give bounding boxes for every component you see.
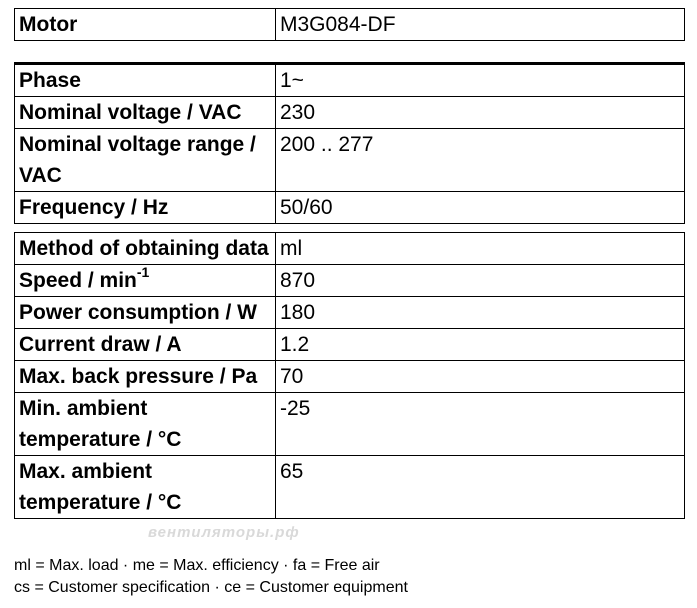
table-row [15, 192, 685, 224]
motor-label: Motor [15, 9, 276, 41]
table-row [15, 97, 685, 129]
table-row [15, 297, 685, 329]
table-row [15, 361, 685, 393]
max-temp-value: 65 [276, 456, 685, 519]
speed-value: 870 [276, 265, 685, 297]
frequency-label: Frequency / Hz [15, 192, 276, 224]
table-row [15, 393, 685, 456]
phase-value: 1~ [276, 64, 685, 97]
speed-label-cell [15, 265, 276, 297]
table-row [15, 9, 685, 41]
power-value: 180 [276, 297, 685, 329]
electrical-table [14, 62, 685, 224]
frequency-value: 50/60 [276, 192, 685, 224]
min-temp-label: Min. ambient temperature / °C [15, 393, 276, 456]
min-temp-value: -25 [276, 393, 685, 456]
max-temp-label: Max. ambient temperature / °C [15, 456, 276, 519]
method-value: ml [276, 233, 685, 265]
back-pressure-label: Max. back pressure / Pa [15, 361, 276, 393]
voltage-range-value: 200 .. 277 [276, 129, 685, 192]
speed-label-superscript: -1 [136, 264, 150, 280]
current-value: 1.2 [276, 329, 685, 361]
voltage-range-label: Nominal voltage range / VAC [15, 129, 276, 192]
back-pressure-value: 70 [276, 361, 685, 393]
watermark: вентиляторы.рф [148, 524, 300, 541]
nominal-voltage-value: 230 [276, 97, 685, 129]
footnote-abbreviations: ml = Max. load · me = Max. efficiency · fa = Free air [14, 557, 380, 574]
table-row [15, 129, 685, 192]
table-row [15, 329, 685, 361]
table-row [15, 456, 685, 519]
phase-label: Phase [15, 64, 276, 97]
current-label: Current draw / A [15, 329, 276, 361]
table-row [15, 233, 685, 265]
footnote-customer: cs = Customer specification · ce = Customer equipment [14, 579, 408, 596]
speed-label: Speed / min [19, 269, 137, 292]
method-label: Method of obtaining data [15, 233, 276, 265]
motor-table [14, 8, 685, 41]
table-row [15, 265, 685, 297]
performance-table [14, 232, 685, 519]
power-label: Power consumption / W [15, 297, 276, 329]
table-row [15, 64, 685, 97]
motor-value: M3G084-DF [276, 9, 685, 41]
nominal-voltage-label: Nominal voltage / VAC [15, 97, 276, 129]
